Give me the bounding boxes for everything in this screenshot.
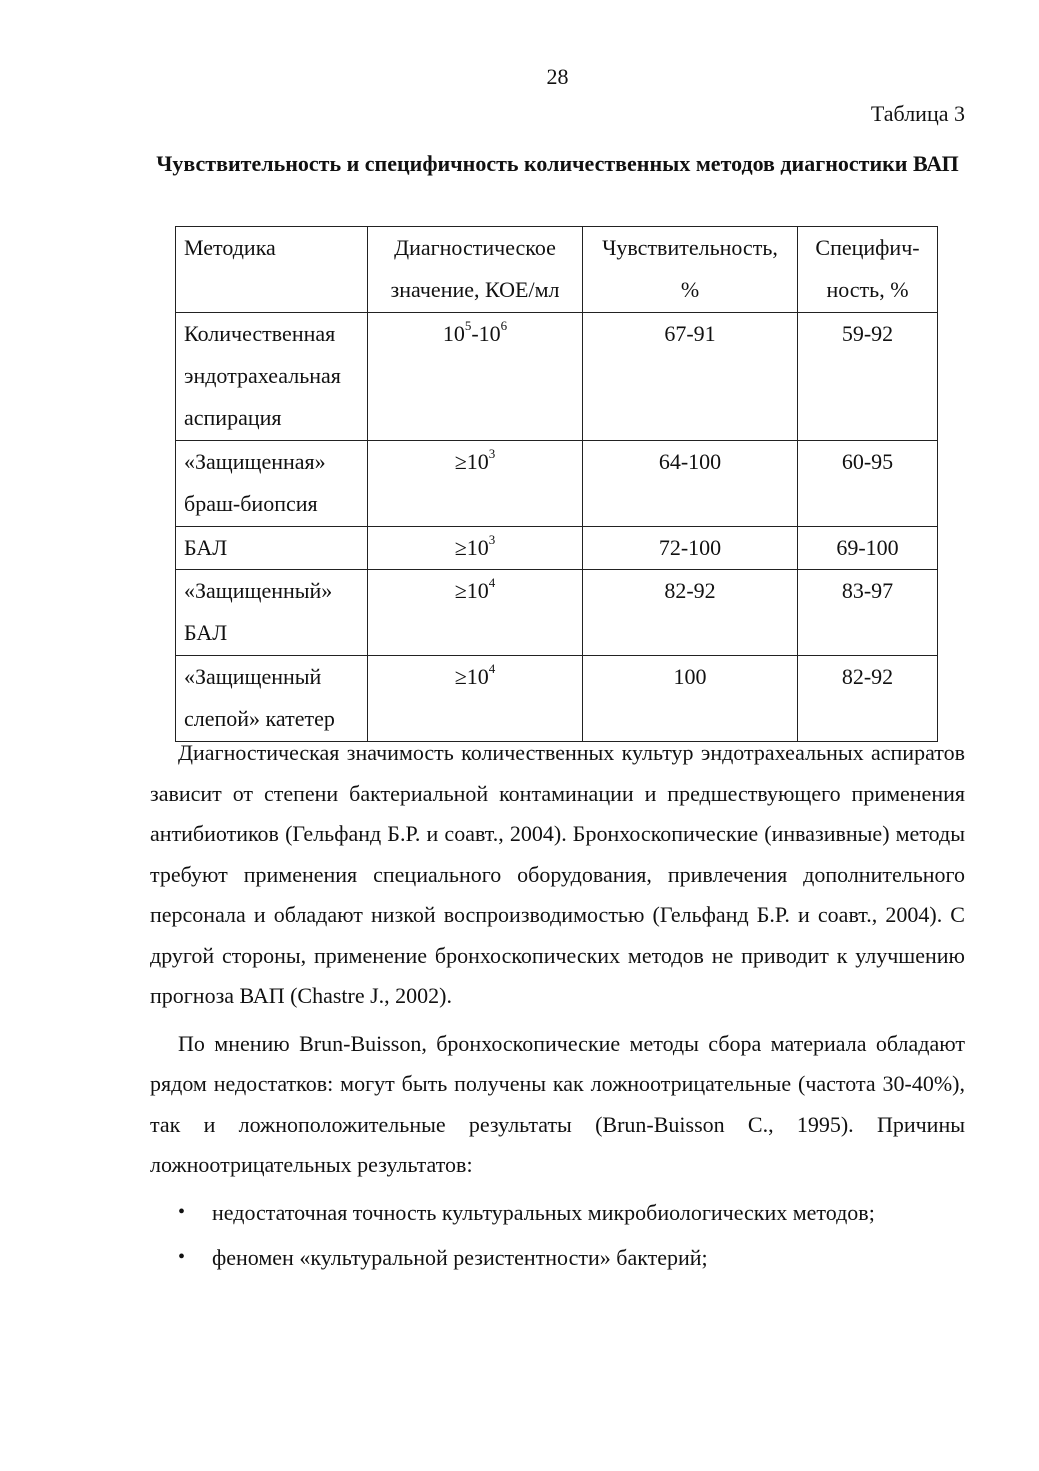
row-sensitivity: 100 <box>583 656 798 742</box>
row-specificity: 59-92 <box>798 313 938 441</box>
list-item: • недостаточная точность культуральных микробиологических методов; <box>150 1190 965 1235</box>
row-threshold: $\ge 10^4$ <box>368 570 583 656</box>
row-method: «Защищенный» БАЛ <box>176 570 368 656</box>
row-threshold: $\ge 10^3$ <box>368 527 583 570</box>
paragraph: По мнению Brun-Buisson, бронхоскопические методы сбора материала обладают рядом недостатков: могут быть получены как ложноотрицательные (частота 30-40%), так и ложноположительные результаты (Brun-Buisson C., 1995). Причины ложноотрицательных результатов: <box>150 1030 965 1177</box>
row-sensitivity: 67-91 <box>583 313 798 441</box>
row-sensitivity: 64-100 <box>583 441 798 527</box>
bullet-icon: • <box>178 1200 186 1223</box>
list-item: • феномен «культуральной резистентности» бактерий; <box>150 1235 965 1280</box>
row-method: «Защищенная» браш-биопсия <box>176 441 368 527</box>
row-method: «Защищенный слепой» катетер <box>176 656 368 742</box>
row-sensitivity: 82-92 <box>583 570 798 656</box>
paragraph: Диагностическая значимость количественных культур эндотрахеальных аспиратов зависит от степени бактериальной контаминации и предшествующего применения антибиотиков (Гельфанд Б.Р. и соавт., 2004). Бронхоскопические (инвазивные) методы требуют применения специального оборудования, привлечения дополнительного персонала и обладают низкой воспроизводимостью (Гельфанд Б.Р. и соавт., 2004). С другой стороны, применение бронхоскопических методов не приводит к улучшению прогноза ВАП (Chastre J., 2002). <box>150 740 965 1008</box>
table-row <box>176 527 938 570</box>
table-row <box>176 656 938 742</box>
table-header-row <box>176 227 938 313</box>
table-title: Чувствительность и специфичность количественных методов диагностики ВАП <box>156 151 959 176</box>
row-threshold: $\ge 10^4$ <box>368 656 583 742</box>
header-sensitivity: Чувствительность, % <box>583 227 798 313</box>
row-threshold: $\ge 10^3$ <box>368 441 583 527</box>
header-threshold: Диагностическое значение, КОЕ/мл <box>368 227 583 313</box>
row-specificity: 82-92 <box>798 656 938 742</box>
table-row <box>176 313 938 441</box>
table-row <box>176 441 938 527</box>
bullet-list <box>150 1190 965 1280</box>
table-row <box>176 570 938 656</box>
data-table <box>175 226 938 742</box>
row-sensitivity: 72-100 <box>583 527 798 570</box>
row-specificity: 83-97 <box>798 570 938 656</box>
page-number: 28 <box>546 64 569 89</box>
row-specificity: 60-95 <box>798 441 938 527</box>
row-method: Количественная эндотрахеальная аспирация <box>176 313 368 441</box>
header-specificity: Специфич-ность, % <box>798 227 938 313</box>
row-specificity: 69-100 <box>798 527 938 570</box>
header-method: Методика <box>176 227 368 313</box>
body-text <box>150 733 965 1280</box>
table-label: Таблица 3 <box>870 101 965 126</box>
row-threshold: $10^5-10^6$ <box>368 313 583 441</box>
row-method: БАЛ <box>176 527 368 570</box>
bullet-icon: • <box>178 1245 186 1268</box>
